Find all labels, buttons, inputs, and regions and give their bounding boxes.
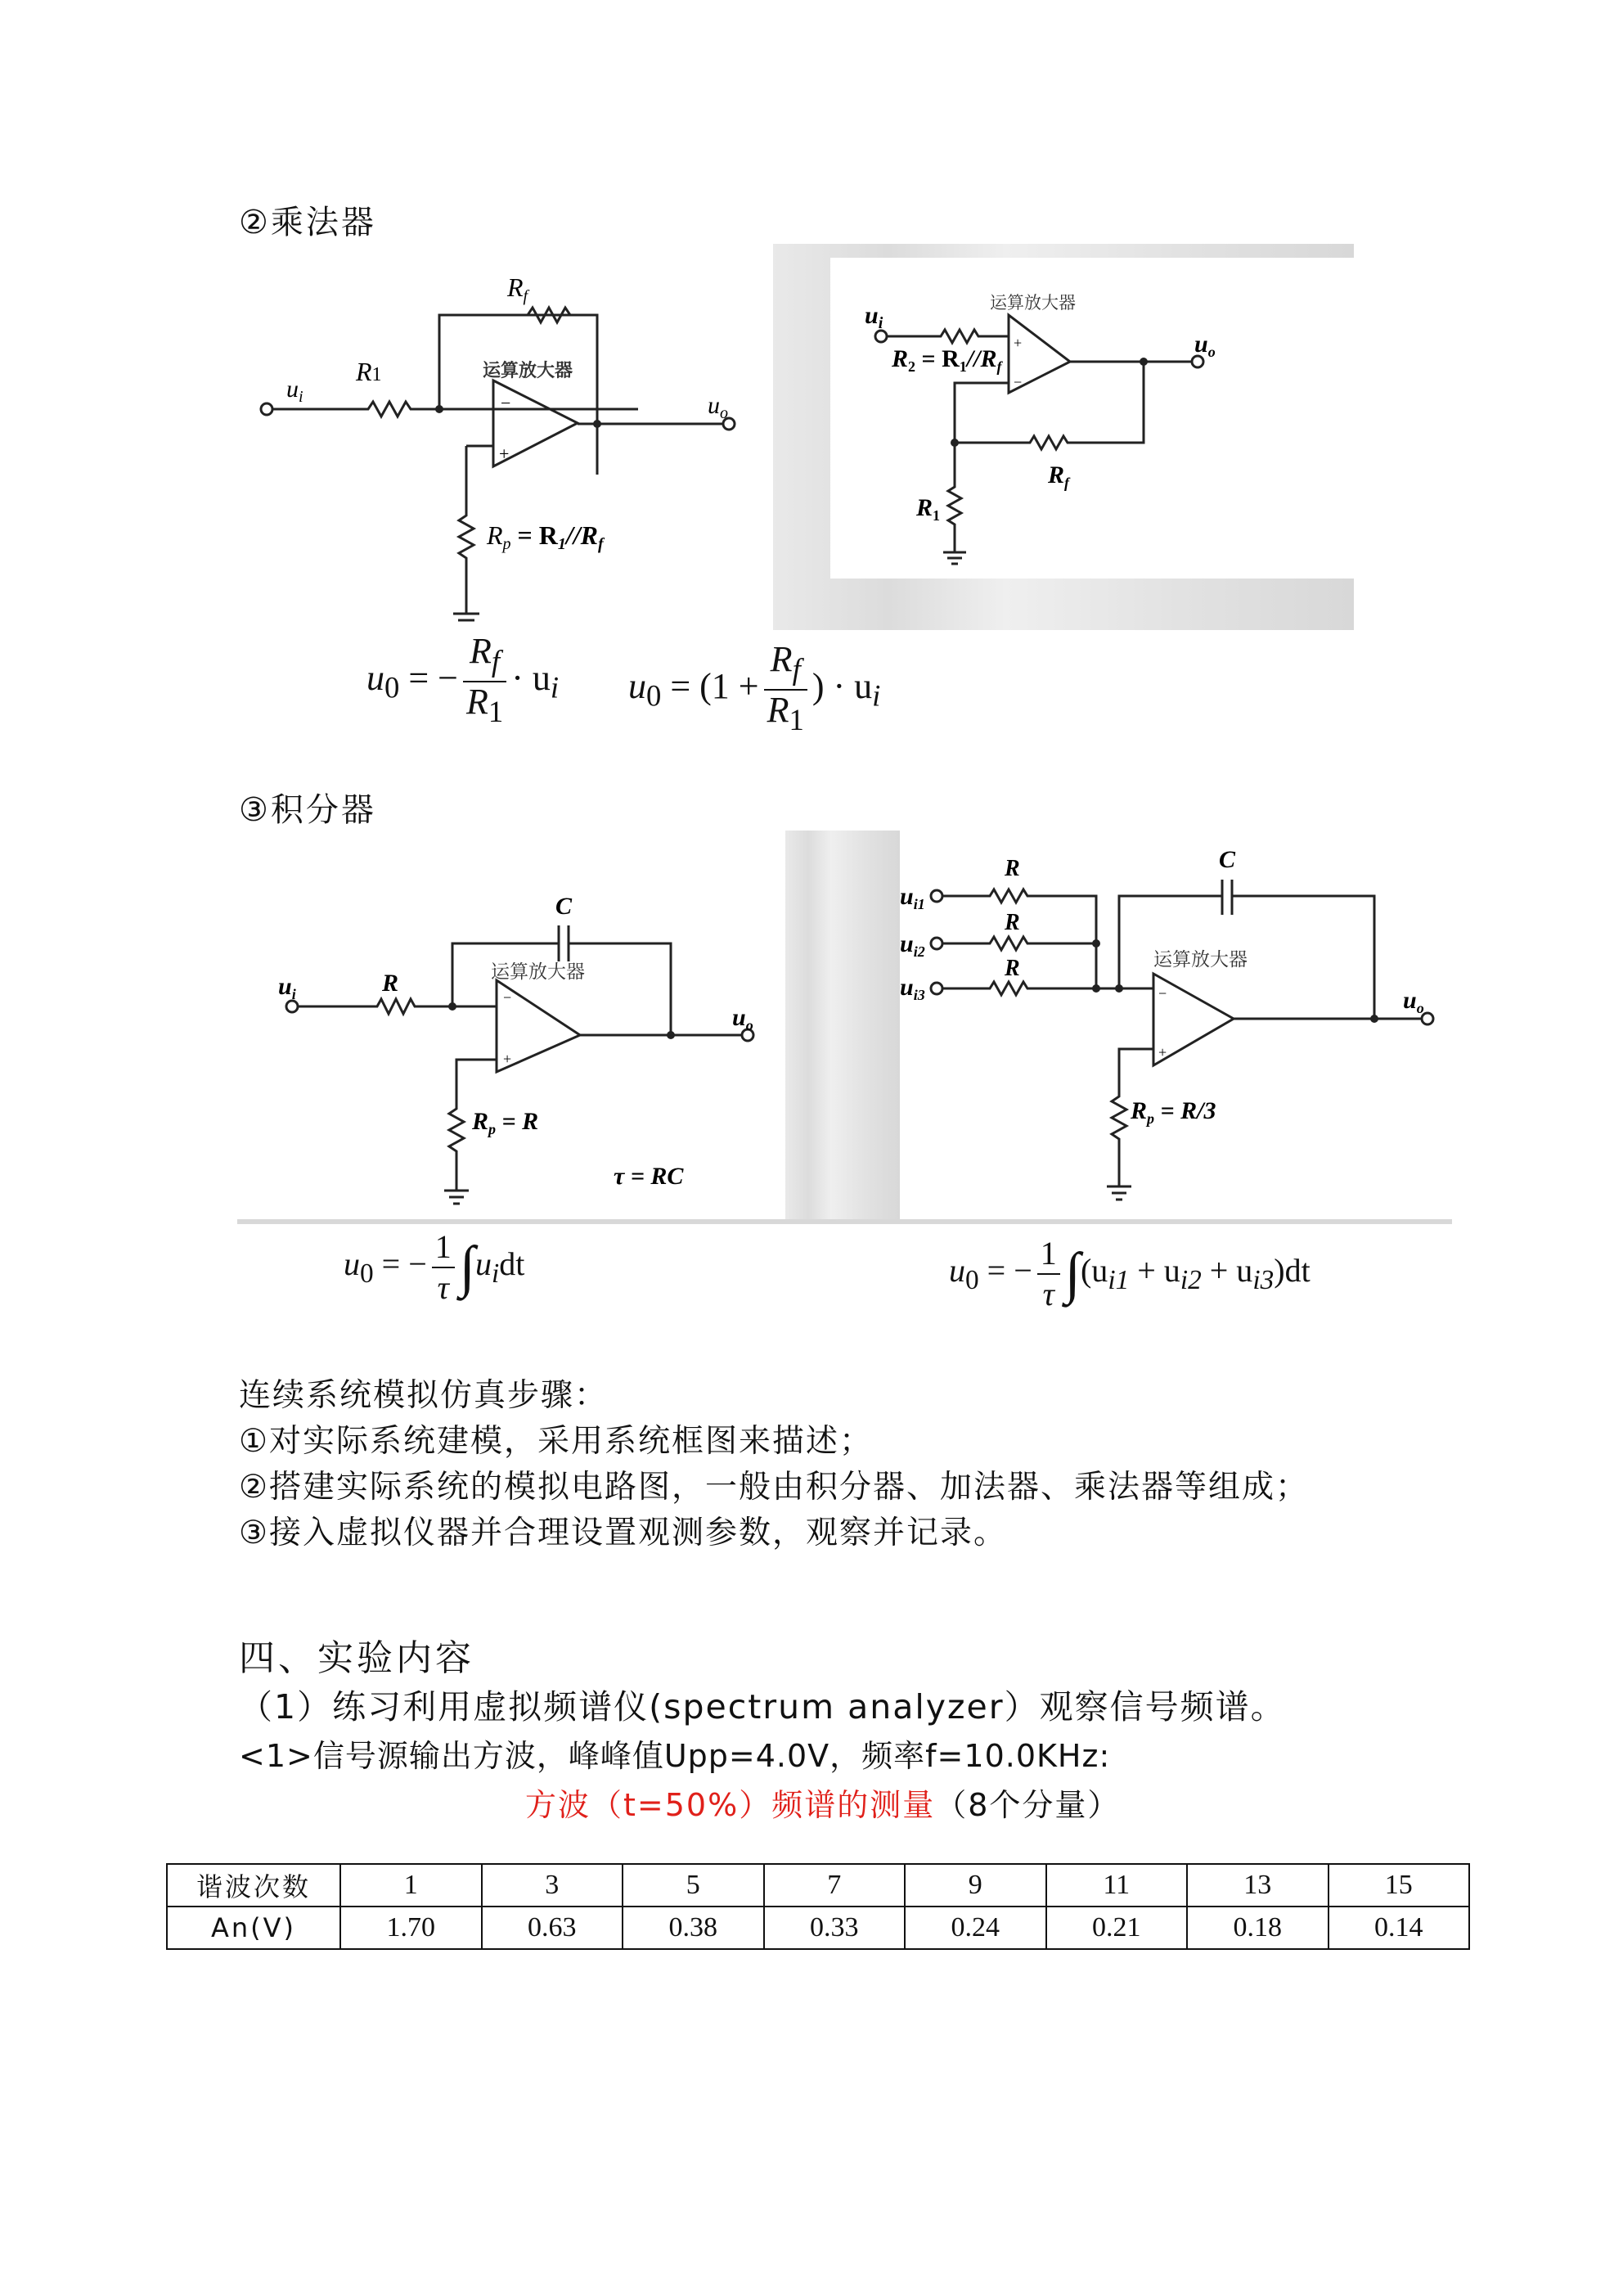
integrator-heading: ③积分器 <box>239 791 376 829</box>
steps-block <box>239 1373 1309 1556</box>
svg-text:Rp = R: $R_p = R$ <box>472 1108 539 1137</box>
table-cell: 0.18 <box>1187 1907 1329 1949</box>
input-terminal <box>261 403 272 415</box>
r2-resistor <box>887 330 1009 343</box>
table-cell: 9 <box>905 1864 1046 1907</box>
svg-text:uo: $u_o$ <box>1403 987 1424 1016</box>
subsection-title: （1）练习利用虚拟频谱仪(spectrum analyzer）观察信号频谱。 <box>239 1687 1286 1727</box>
step-item: ③接入虚拟仪器并合理设置观测参数，观察并记录。 <box>239 1515 1007 1551</box>
formula-summing-integrator: $u_0$ = − $\frac{1}{\tau}$ $\int(u_{i1} + u_{i2} + u_{i3})dt$ <box>949 1235 1311 1312</box>
ground-symbol <box>943 552 966 564</box>
section-heading: 四、实验内容 <box>239 1637 474 1679</box>
label-ui: $u_i$ <box>286 376 303 406</box>
table-cell: 0.63 <box>482 1907 623 1949</box>
label-uo: $u_o$ <box>708 392 728 422</box>
svg-text:−: − <box>1014 374 1023 390</box>
caption-red: 方波（t=50%）频谱的测量 <box>525 1787 936 1823</box>
r-resistor-2 <box>942 937 1096 950</box>
svg-text:运算放大器: 运算放大器 <box>990 293 1076 313</box>
photo-strip <box>785 831 900 1219</box>
r-resistor <box>298 999 452 1014</box>
svg-text:−: − <box>503 989 512 1006</box>
table-cell: 0.21 <box>1046 1907 1188 1949</box>
label-r1: R1 <box>356 357 382 386</box>
non-inverting-amplifier-circuit <box>830 258 1354 579</box>
tau-label: τ = RC <box>614 1163 684 1190</box>
harmonic-amplitude-table <box>166 1863 1470 1950</box>
svg-text:Rp = R/3: $R_p = R/3$ <box>1131 1097 1216 1127</box>
svg-text:uo: $u_o$ <box>732 1004 753 1033</box>
opamp-label: 运算放大器 <box>483 360 573 380</box>
formula-integrator: $u_0$ = − $\frac{1}{\tau}$ $\int u_idt$ <box>344 1228 525 1306</box>
label-ui2: $u_{i2}$ <box>900 930 925 960</box>
table-cell: 1 <box>340 1864 482 1907</box>
row-header: 谐波次数 <box>167 1864 340 1907</box>
svg-text:R: R <box>382 970 399 997</box>
svg-text:R: R <box>1005 856 1020 881</box>
table-cell: 3 <box>482 1864 623 1907</box>
svg-text:R: R <box>1005 956 1020 981</box>
table-cell: 7 <box>764 1864 906 1907</box>
formula-inverting: $u_0$ = − $\frac{R_f}{R_1}$ · $u_i$ <box>366 631 560 728</box>
rf-resistor <box>955 362 1144 449</box>
table-cell: 15 <box>1329 1864 1470 1907</box>
svg-text:+: + <box>503 1051 512 1067</box>
svg-text:C: C <box>1219 846 1236 873</box>
rp-resistor <box>459 446 474 614</box>
steps-title: 连续系统模拟仿真步骤： <box>239 1377 609 1414</box>
caption-black: （8个分量） <box>935 1787 1121 1823</box>
svg-text:ui: $u_i$ <box>278 973 296 1002</box>
inverting-amplifier-circuit <box>237 262 761 622</box>
svg-text:R1: $R_1$ <box>916 494 941 524</box>
step-item: ②搭建实际系统的模拟电路图，一般由积分器、加法器、乘法器等组成； <box>239 1469 1309 1506</box>
ground-symbol <box>453 614 479 622</box>
label-rp: Rp = R1//Rf <box>487 520 604 553</box>
label-r2: $R_2 = R_1//R_f$ <box>892 345 1002 375</box>
table-cell: 5 <box>623 1864 764 1907</box>
table-row-harmonics <box>167 1864 1469 1907</box>
table-cell: 1.70 <box>340 1907 482 1949</box>
svg-text:uo: $u_o$ <box>1194 331 1216 360</box>
table-row-amplitudes <box>167 1907 1469 1949</box>
table-caption <box>525 1782 1120 1828</box>
table-cell: 11 <box>1046 1864 1188 1907</box>
label-rf: Rf <box>507 272 528 305</box>
r1-resistor <box>272 402 638 416</box>
table-cell: 0.14 <box>1329 1907 1470 1949</box>
capacitor <box>559 925 569 961</box>
label-ui3: $u_{i3}$ <box>900 974 925 1003</box>
svg-text:+: + <box>499 443 510 464</box>
svg-text:ui: $u_i$ <box>865 302 883 332</box>
r1-resistor <box>948 443 961 552</box>
svg-text:−: − <box>1158 985 1167 1002</box>
table-cell: 0.33 <box>764 1907 906 1949</box>
row-header: An(V) <box>167 1907 340 1949</box>
formula-non-inverting: $u_0 = (1$ + $\frac{R_f}{R_1}$ ) · $u_i$ <box>628 639 881 736</box>
svg-text:运算放大器: 运算放大器 <box>1153 949 1248 970</box>
table-cell: 13 <box>1187 1864 1329 1907</box>
svg-text:R: R <box>1005 910 1020 935</box>
svg-text:Rf: $R_f$ <box>1048 461 1070 491</box>
svg-text:+: + <box>1158 1044 1167 1060</box>
signal-source-description: <1>信号源输出方波，峰峰值Upp=4.0V，频率f=10.0KHz: <box>239 1738 1111 1774</box>
multiplier-heading: ②乘法器 <box>239 204 376 241</box>
svg-text:运算放大器: 运算放大器 <box>491 961 585 982</box>
image-bottom-edge <box>237 1219 1452 1224</box>
svg-text:+: + <box>1014 335 1023 351</box>
table-cell: 0.24 <box>905 1907 1046 1949</box>
integrator-circuit <box>241 847 781 1219</box>
ground-symbol <box>444 1191 469 1204</box>
capacitor <box>1222 880 1232 915</box>
ground-symbol <box>1107 1186 1131 1200</box>
summing-integrator-circuit <box>900 835 1452 1219</box>
svg-text:C: C <box>555 893 573 920</box>
step-item: ①对实际系统建模，采用系统框图来描述； <box>239 1423 873 1460</box>
table-cell: 0.38 <box>623 1907 764 1949</box>
label-ui1: $u_{i1}$ <box>900 883 925 912</box>
svg-text:−: − <box>501 393 511 413</box>
